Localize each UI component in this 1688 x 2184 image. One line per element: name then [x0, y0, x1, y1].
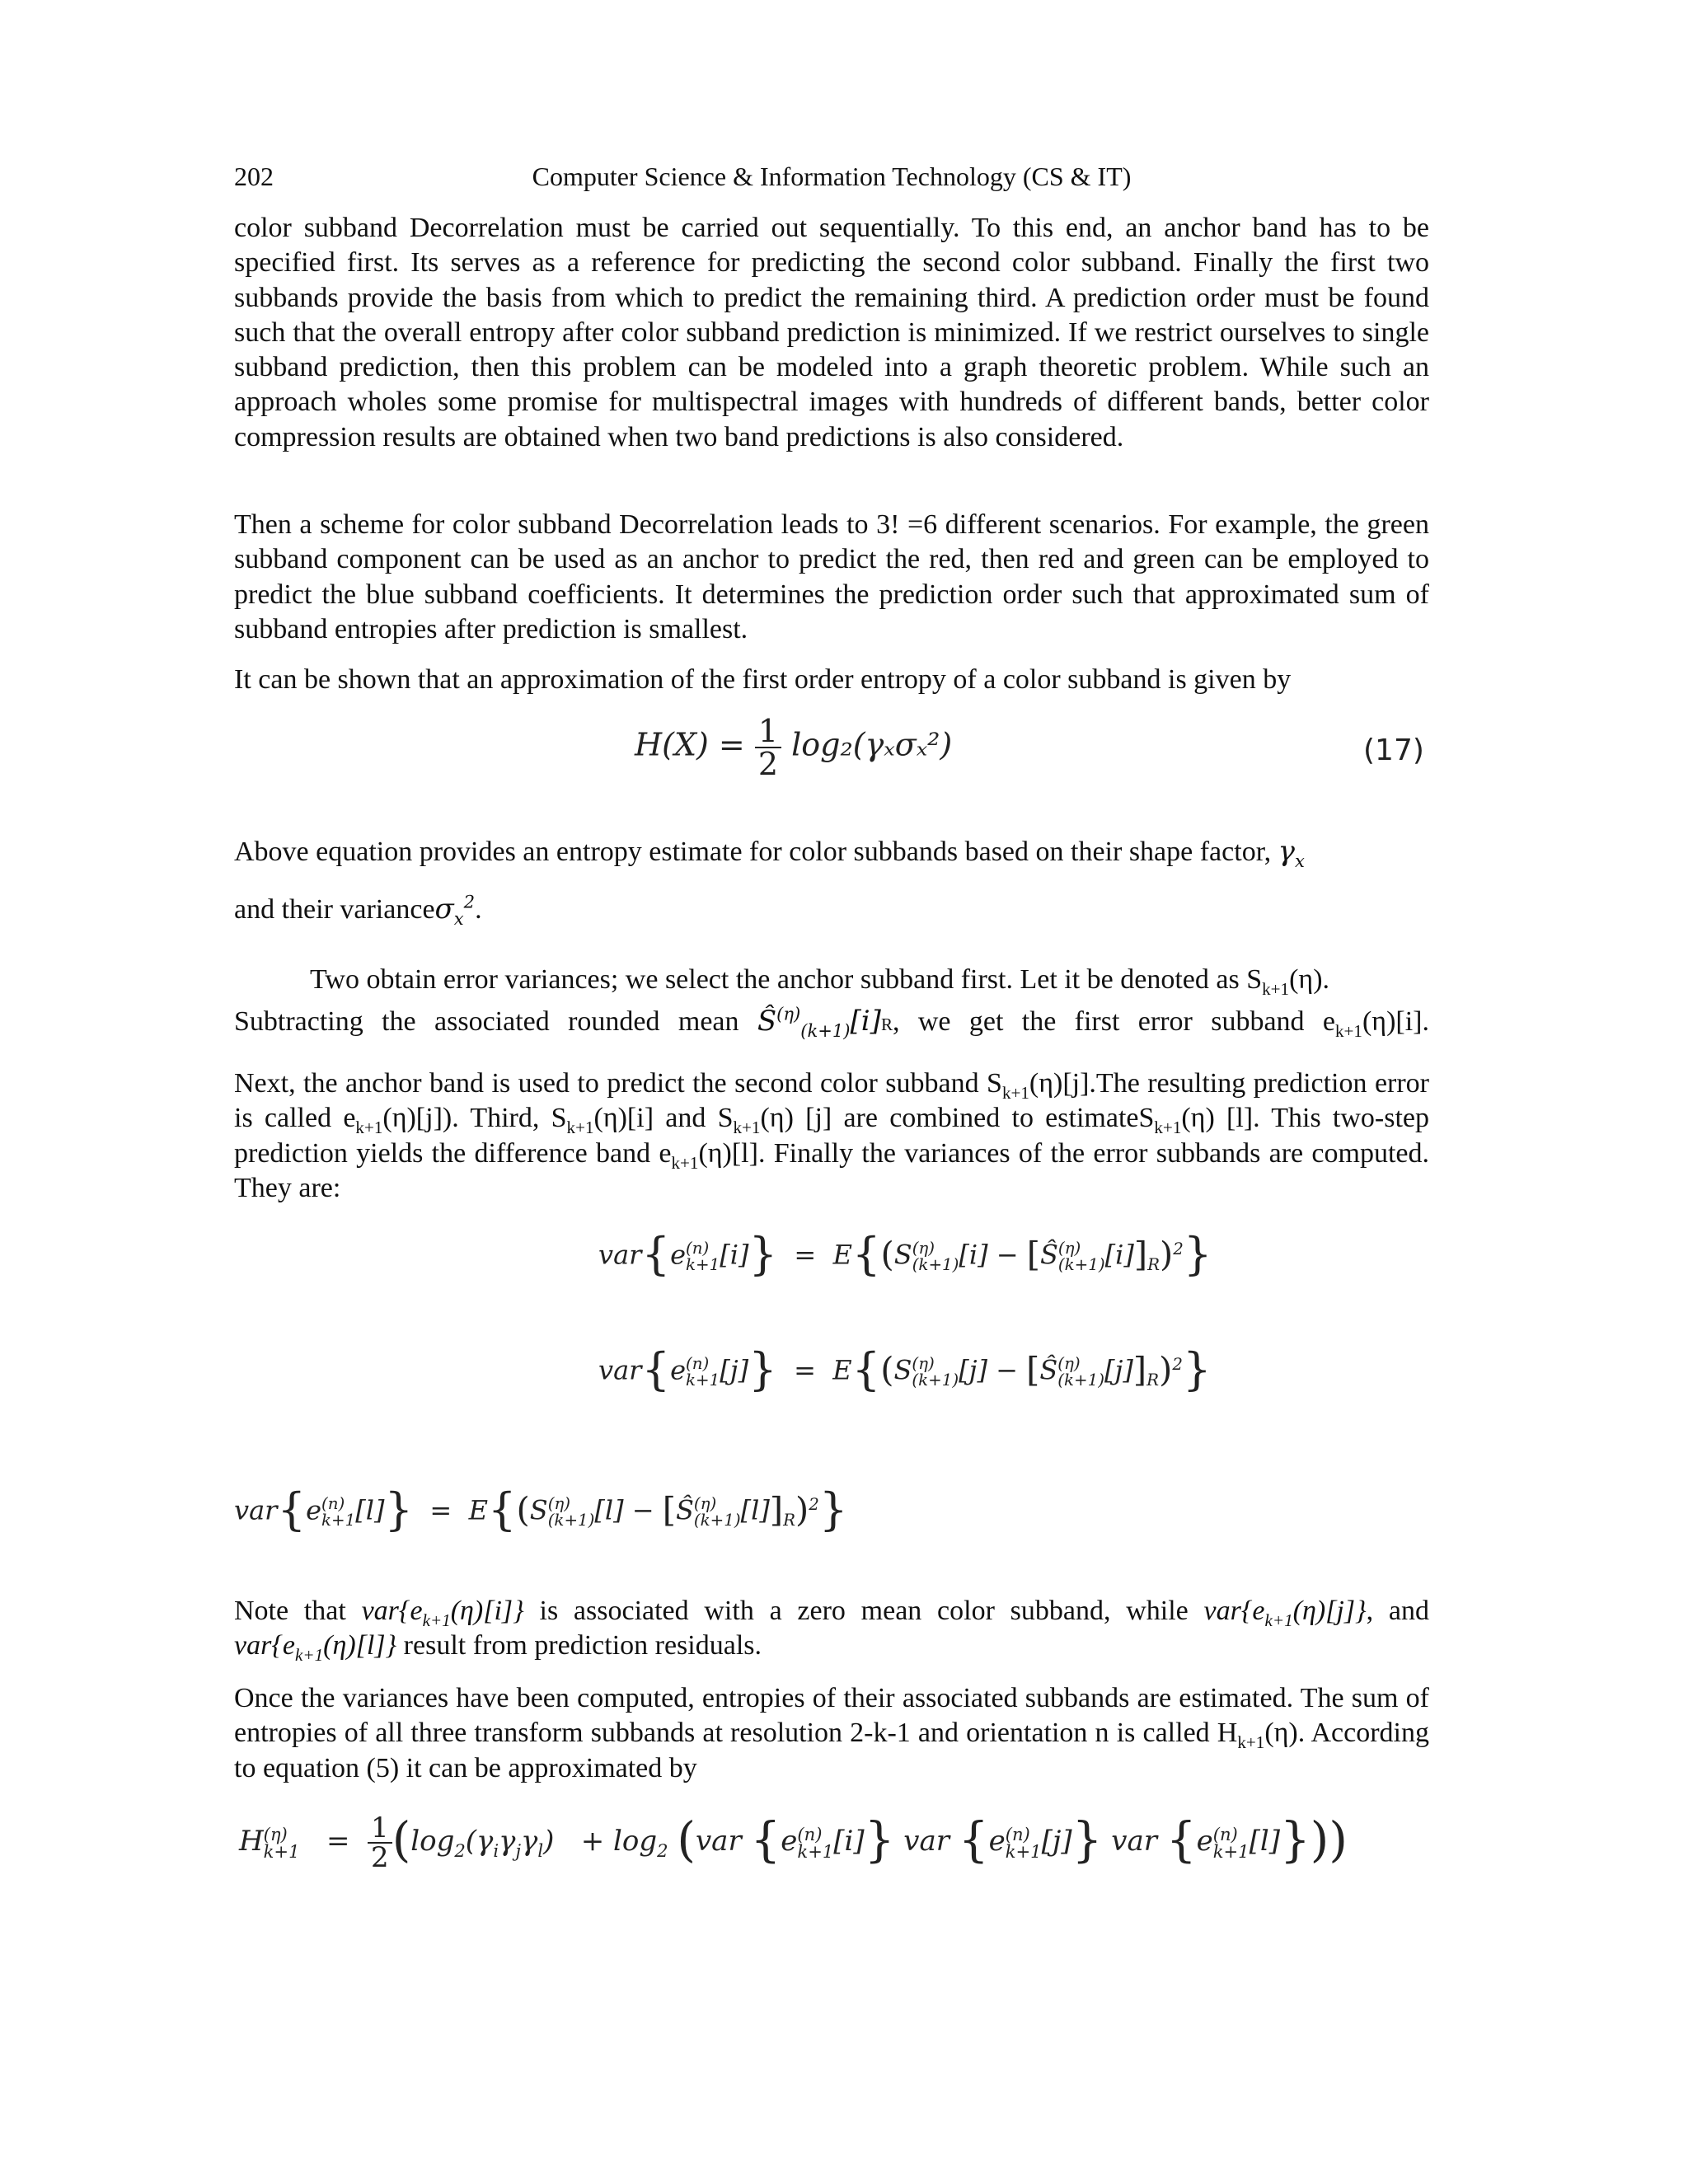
- rounded-mean-symbol: $Ŝ^{(\eta)}_{(k+1)}[i]$: [757, 1003, 881, 1041]
- paragraph-4: [234, 834, 1429, 869]
- paragraph-2: Then a scheme for color subband Decorrelation leads to 3! =6 different scenarios. For example, the green subband component can be used as an anchor to predict the red, then red and green can be employed to predict the blue subband coefficients. It determines the prediction order such that approximated sum of subband entropies after prediction is smallest.: [234, 509, 1429, 644]
- paragraph-4-text-a: Above equation provides an entropy estimate for color subbands based on their shape factor,: [234, 837, 1278, 867]
- variance-equation-i: var{e (n) k+1 [i]} = E{(S (η) (k+1) [i] − [Ŝ (η) (k+1) $[i]]_R)^2$}: [598, 1228, 1212, 1280]
- paragraph-7-text-d: result from prediction residuals.: [396, 1630, 762, 1661]
- var-label: var: [598, 1239, 642, 1271]
- paragraph-4-cont: and their varianceσ$_x^2$.: [234, 891, 482, 929]
- final-fraction: [368, 1811, 392, 1875]
- paragraph-7-text-c: , and: [1366, 1596, 1430, 1626]
- paragraph-8: Once the variances have been computed, entropies of their associated subbands are estimated. The sum of entropies of all three transform subbands at resolution 2-k-1 and orientation n is called $H_{k+1}(\eta)$. According to equation (5) it can be approximated by: [234, 1683, 1429, 1783]
- equation-17-fraction: [755, 715, 781, 780]
- variance-equation-j: var{e (n) k+1 [j]} = E{(S (η) (k+1) [j] − [Ŝ (η) (k+1) $[j]]_R)^2$}: [598, 1343, 1212, 1395]
- page-number: 202: [234, 162, 274, 191]
- frac-numerator: 1: [755, 715, 781, 748]
- equation-17-rhs: log₂(γₓσₓ²): [791, 726, 953, 763]
- paragraph-8-text: Once the variances have been computed, entropies of their associated subbands are estimated. The sum of entropies of all three transform subbands at resolution 2-k-1 and orientation n is called H: [234, 1683, 1429, 1749]
- var-label: var: [598, 1354, 642, 1386]
- paragraph-7-text-a: Note that: [234, 1596, 362, 1626]
- equation-17-lhs: H(X) =: [635, 726, 745, 763]
- paragraph-4-text-b: and their variance: [234, 894, 435, 925]
- paragraph-7: Note that $var\{e_{k+1}(\eta)[i]\}$ is associated with a zero mean color subband, while $var\{e_{k+1}(\eta)[j]\}$, and $var\{e_{k+1}(\eta)[l]\}$ result from prediction residuals.: [234, 1596, 1430, 1666]
- paragraph-5-text-a: Two obtain error variances; we select the anchor subband first. Let it be denoted as S: [310, 964, 1263, 995]
- paragraph-5-text-b: Subtracting the associated rounded mean: [234, 1006, 757, 1037]
- equation-17-number: (17): [1363, 733, 1424, 767]
- paragraph-3: It can be shown that an approximation of the first order entropy of a color subband is given by: [234, 664, 1292, 695]
- entropy-symbol: H: [239, 1825, 264, 1858]
- sigma-x-symbol: $\sigma_x^2$: [434, 891, 476, 929]
- variance-equation-l: var{e (n) k+1 [l]} = E{(S (η) (k+1) [l] − [Ŝ (η) (k+1) $[l]]_R)^2$}: [234, 1483, 848, 1535]
- paragraph-7-text-b: is associated with a zero mean color subband, while: [523, 1596, 1204, 1626]
- frac-denominator: 2: [757, 746, 779, 782]
- paragraph-5: Two obtain error variances; we select the anchor subband first. Let it be denoted as $S_{k+1}(\eta)$.: [310, 964, 1330, 999]
- var-label: var: [234, 1494, 278, 1526]
- paragraph-6: Next, the anchor band is used to predict the second color subband $S_{k+1}(\eta)[j].The$ resulting prediction error is called $e_{k+1}(\eta)[j]$). Third, $S_{k+1}(\eta)[i]$ and $S_{k+1}(\eta)$ [j] are combined to estimateS$_{k+1}$(η) [l]. This two-step prediction yields the difference band $e_{k+1}(\eta)[l]$. Finally the variances of the error subbands are computed. They are:: [234, 1068, 1430, 1203]
- entropy-sum-equation: H (η) k+1 = $\frac{1}{2}$ ($\log_2(\gamma_i\gamma_j\gamma_l) + \log_2 (var$ {e (n) k+1 [i]} var {e (n) k+1 [j]} var {e (n) k+1 [l]})): [239, 1811, 1348, 1875]
- paragraph-5-line-2: Subtracting the associated rounded mean $Ŝ^{(\eta)}_{(k+1)}[i]R$, we get the first error subband $e_{k+1}(\eta)[i]$.: [234, 1003, 1429, 1041]
- equation-17: [635, 715, 952, 780]
- frac-numerator: 1: [368, 1814, 392, 1844]
- paragraph-6-text: Next, the anchor band is used to predict the second color subband S: [234, 1068, 1002, 1099]
- var-index: l: [365, 1494, 374, 1526]
- gamma-x-symbol: $\gamma_x$: [1278, 835, 1305, 871]
- paragraph-5-text-c: , we get the first error subband e: [893, 1006, 1335, 1037]
- var-index: j: [729, 1354, 738, 1386]
- page-header: [234, 162, 1429, 194]
- var-index: i: [729, 1239, 738, 1271]
- frac-denominator: 2: [371, 1841, 389, 1875]
- journal-title: Computer Science & Information Technology (CS & IT): [532, 162, 1132, 191]
- paragraph-1: color subband Decorrelation must be carried out sequentially. To this end, an anchor band has to be specified first. Its serves as a reference for predicting the second color subband. Finally the first two subbands provide the basis from which to predict the remaining third. A prediction order must be found such that the overall entropy after color subband prediction is minimized. If we restrict ourselves to single subband prediction, then this problem can be modeled into a graph theoretic problem. While such an approach wholes some promise for multispectral images with hundreds of different bands, better color compression results are obtained when two band predictions is also considered.: [234, 213, 1429, 452]
